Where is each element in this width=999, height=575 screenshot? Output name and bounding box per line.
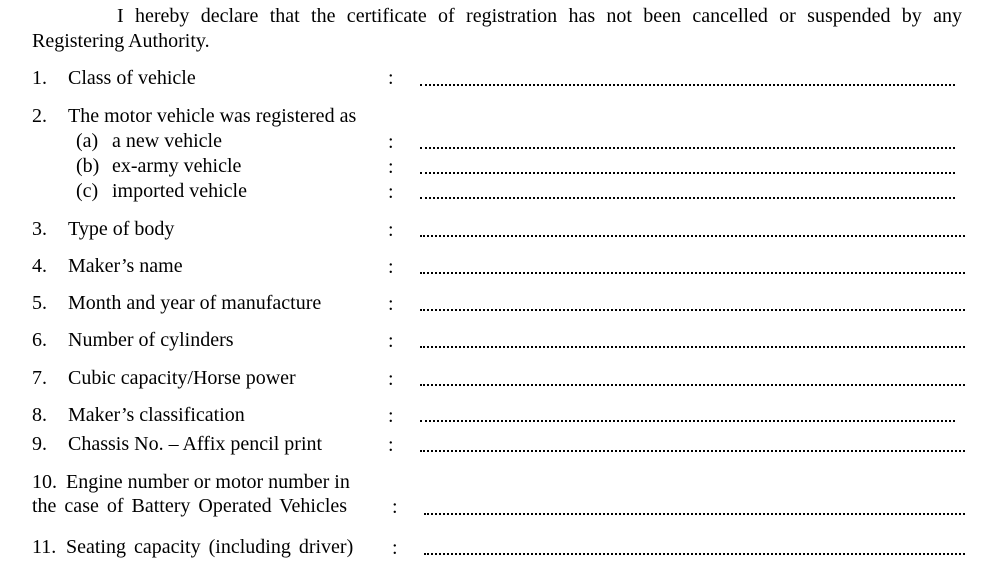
- fill-line-seating-capacity[interactable]: [424, 553, 965, 555]
- item-label-engine-number-line2: the case of Battery Operated Vehicles: [32, 495, 348, 517]
- fill-line-ex-army-vehicle[interactable]: [420, 172, 955, 174]
- item-label-month-year-manufacture: Month and year of manufacture: [68, 292, 322, 314]
- colon: :: [388, 405, 394, 427]
- fill-line-cubic-capacity[interactable]: [420, 384, 965, 386]
- item-label-seating-capacity: Seating capacity (including driver): [66, 536, 354, 558]
- item-label-number-of-cylinders: Number of cylinders: [68, 329, 234, 351]
- item-number: 5.: [32, 292, 47, 314]
- colon: :: [392, 496, 398, 518]
- subitem-number: (b): [76, 155, 100, 177]
- fill-line-number-of-cylinders[interactable]: [420, 346, 965, 348]
- subitem-label-ex-army-vehicle: ex-army vehicle: [112, 155, 242, 177]
- item-label-makers-name: Maker’s name: [68, 255, 183, 277]
- item-number: 8.: [32, 404, 47, 426]
- item-number: 3.: [32, 218, 47, 240]
- item-label-makers-classification: Maker’s classification: [68, 404, 245, 426]
- subitem-label-new-vehicle: a new vehicle: [112, 130, 222, 152]
- item-number: 2.: [32, 105, 47, 127]
- item-label-type-of-body: Type of body: [68, 218, 175, 240]
- fill-line-chassis-no[interactable]: [420, 450, 965, 452]
- colon: :: [388, 434, 394, 456]
- subitem-number: (c): [76, 180, 99, 202]
- colon: :: [392, 537, 398, 559]
- item-label-class-of-vehicle: Class of vehicle: [68, 67, 196, 89]
- item-label-registered-as: The motor vehicle was registered as: [68, 105, 357, 127]
- declaration-text: I hereby declare that the certificate of registration has not been cancelled or suspended by any Registering Authority.: [32, 5, 962, 52]
- colon: :: [388, 219, 394, 241]
- colon: :: [388, 293, 394, 315]
- item-number: 6.: [32, 329, 47, 351]
- subitem-number: (a): [76, 130, 99, 152]
- colon: :: [388, 256, 394, 278]
- fill-line-type-of-body[interactable]: [420, 235, 965, 237]
- item-number: 9.: [32, 433, 47, 455]
- fill-line-engine-number[interactable]: [424, 513, 965, 515]
- item-number: 7.: [32, 367, 47, 389]
- fill-line-month-year-manufacture[interactable]: [420, 309, 965, 311]
- fill-line-new-vehicle[interactable]: [420, 147, 955, 149]
- item-label-chassis-no: Chassis No. – Affix pencil print: [68, 433, 323, 455]
- colon: :: [388, 131, 394, 153]
- item-number: 1.: [32, 67, 47, 89]
- colon: :: [388, 368, 394, 390]
- fill-line-imported-vehicle[interactable]: [420, 197, 955, 199]
- fill-line-makers-name[interactable]: [420, 272, 965, 274]
- item-label-engine-number-line1: Engine number or motor number in: [66, 471, 350, 493]
- colon: :: [388, 67, 394, 89]
- fill-line-class-of-vehicle[interactable]: [420, 84, 955, 86]
- item-label-cubic-capacity: Cubic capacity/Horse power: [68, 367, 296, 389]
- fill-line-makers-classification[interactable]: [420, 420, 955, 422]
- colon: :: [388, 181, 394, 203]
- item-number: 11.: [32, 536, 57, 558]
- colon: :: [388, 330, 394, 352]
- item-number: 4.: [32, 255, 47, 277]
- subitem-label-imported-vehicle: imported vehicle: [112, 180, 247, 202]
- item-number: 10.: [32, 471, 57, 493]
- colon: :: [388, 156, 394, 178]
